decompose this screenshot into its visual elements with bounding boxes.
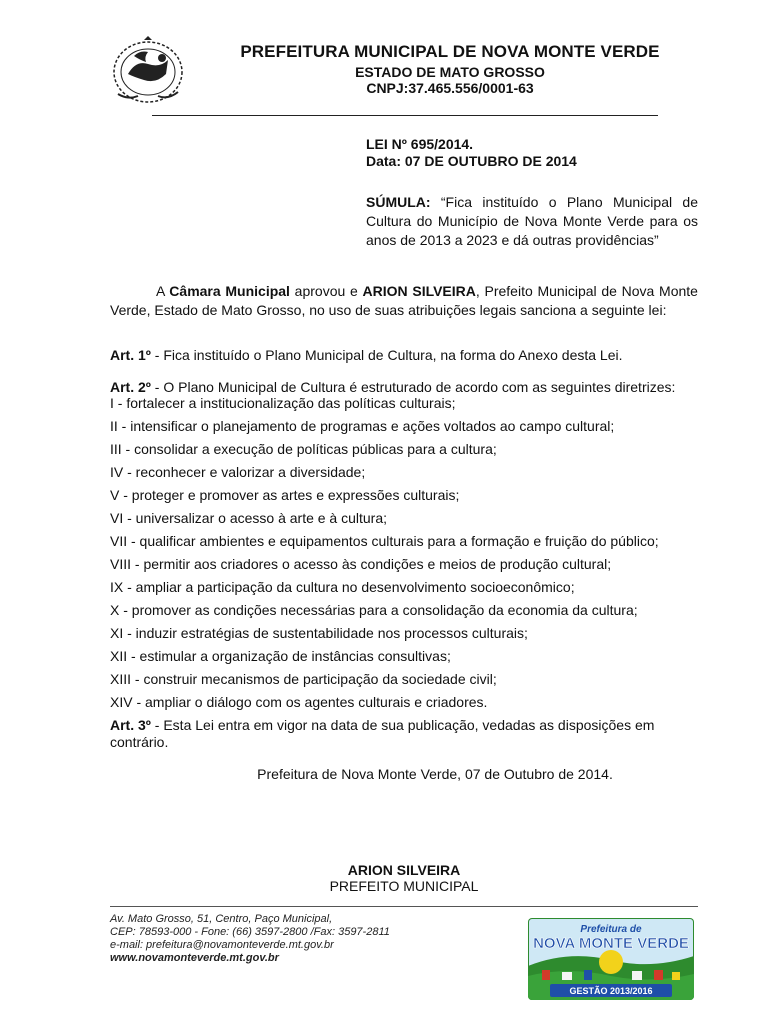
article-2-item: XIII - construir mecanismos de participação da sociedade civil; <box>110 671 497 687</box>
article-2-label: Art. 2º <box>110 379 151 395</box>
logo-top-text: Prefeitura de <box>580 924 642 935</box>
article-2-item: IV - reconhecer e valorizar a diversidade; <box>110 464 366 480</box>
article-2-item: XIV - ampliar o diálogo com os agentes culturais e criadores. <box>110 694 488 710</box>
article-2-item: VI - universalizar o acesso à arte e à cultura; <box>110 510 388 526</box>
signer-title: PREFEITO MUNICIPAL <box>329 878 479 894</box>
footer-email: e-mail: prefeitura@novamonteverde.mt.gov.br <box>110 939 334 951</box>
sumula-text: “Fica instituído o Plano Municipal de Cultura do Município de Nova Monte Verde para os anos de 2013 a 2023 e dá outras providências” <box>366 194 698 248</box>
header-cnpj: CNPJ:37.465.556/0001-63 <box>366 80 534 96</box>
article-2-item: X - promover as condições necessárias para a consolidação da economia da cultura; <box>110 602 638 618</box>
administration-logo <box>528 918 694 1000</box>
header-state: ESTADO DE MATO GROSSO <box>355 64 545 80</box>
article-2-item: XII - estimular a organização de instâncias consultivas; <box>110 648 451 664</box>
header-divider <box>152 115 658 116</box>
article-2-item: I - fortalecer a institucionalização das políticas culturais; <box>110 395 456 411</box>
intro-text-3: , Prefeito Municipal de Nova Monte Verde, Estado de Mato Grosso, no uso de suas atribuições legais sanciona a seguinte lei: <box>110 283 698 318</box>
article-1-text: - Fica instituído o Plano Municipal de Cultura, na forma do Anexo desta Lei. <box>150 347 623 363</box>
sumula-label: SÚMULA: <box>366 194 431 210</box>
article-1 <box>110 346 623 364</box>
article-3-label: Art. 3º <box>110 717 151 733</box>
footer-website: www.novamonteverde.mt.gov.br <box>110 952 279 964</box>
article-2-text: - O Plano Municipal de Cultura é estruturado de acordo com as seguintes diretrizes: <box>150 379 676 395</box>
place-date: Prefeitura de Nova Monte Verde, 07 de Outubro de 2014. <box>257 766 613 782</box>
article-3 <box>110 716 654 734</box>
footer-phones: CEP: 78593-000 - Fone: (66) 3597-2800 /Fax: 3597-2811 <box>110 926 390 938</box>
header-title: PREFEITURA MUNICIPAL DE NOVA MONTE VERDE <box>240 42 660 61</box>
logo-bottom-text: GESTÃO 2013/2016 <box>569 986 653 996</box>
law-sumula <box>366 193 698 250</box>
signer-name: ARION SILVEIRA <box>347 862 461 878</box>
municipal-seal-icon <box>104 34 192 110</box>
intro-bold-mayor: ARION SILVEIRA <box>362 283 476 299</box>
footer-address: Av. Mato Grosso, 51, Centro, Paço Municipal, <box>110 913 333 925</box>
article-3-text-1: - Esta Lei entra em vigor na data de sua publicação, vedadas as disposições em <box>150 717 655 733</box>
article-3-text-2: contrário. <box>110 734 169 750</box>
article-2-item: XI - induzir estratégias de sustentabilidade nos processos culturais; <box>110 625 528 641</box>
intro-text-2: aprovou e <box>289 283 363 299</box>
article-2-item: II - intensificar o planejamento de programas e ações voltados ao campo cultural; <box>110 418 615 434</box>
article-2-item: VII - qualificar ambientes e equipamentos culturais para a formação e fruição do público; <box>110 533 659 549</box>
logo-name-text: NOVA MONTE VERDE <box>533 935 689 952</box>
article-1-label: Art. 1º <box>110 347 151 363</box>
article-2-item: VIII - permitir aos criadores o acesso às condições e meios de produção cultural; <box>110 556 612 572</box>
intro-text-1: A <box>156 283 170 299</box>
article-2-item: III - consolidar a execução de políticas públicas para a cultura; <box>110 441 497 457</box>
footer-divider <box>110 906 698 907</box>
article-2-item: V - proteger e promover as artes e expressões culturais; <box>110 487 460 503</box>
article-2-item: IX - ampliar a participação da cultura no desenvolvimento socioeconômico; <box>110 579 575 595</box>
law-date: Data: 07 DE OUTUBRO DE 2014 <box>366 153 577 169</box>
intro-bold-camara: Câmara Municipal <box>169 283 290 299</box>
intro-paragraph <box>110 282 698 320</box>
law-number: LEI Nº 695/2014. <box>366 136 474 152</box>
